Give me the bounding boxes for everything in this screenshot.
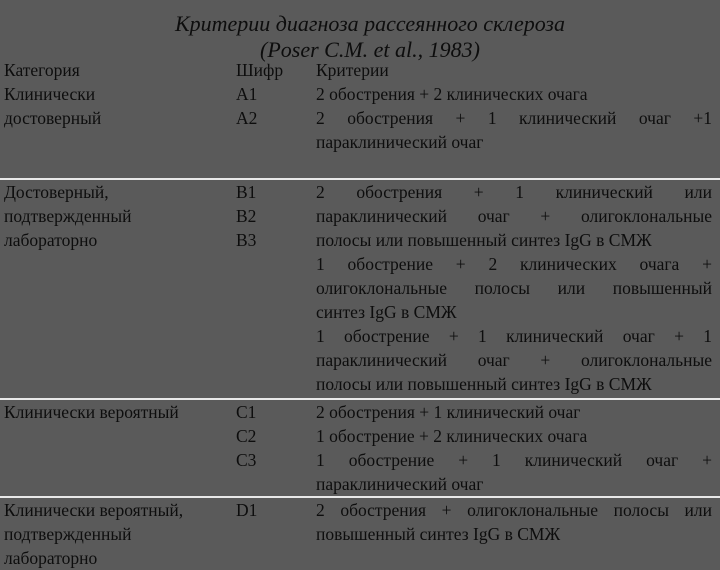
table-row [0, 497, 720, 570]
code-line: A1 [236, 84, 258, 104]
table-header-row [0, 58, 720, 82]
criteria-line: 2 обострения + олигоклональные полосы или [316, 500, 712, 520]
category-line: Достоверный, [4, 182, 109, 202]
category-cell [0, 82, 228, 179]
criteria-line: 1 обострение + 2 клинических очага [316, 426, 588, 446]
code-cell [228, 179, 312, 399]
code-line: B3 [236, 230, 257, 250]
criteria-line: олигоклональные полосы или повышенный [316, 278, 712, 298]
category-line: Клинически [4, 84, 96, 104]
header-category: Категория [4, 60, 80, 80]
code-line: B1 [236, 182, 257, 202]
slide-title: Критерии диагноза рассеянного склероза [174, 11, 566, 36]
code-cell [228, 82, 312, 179]
criteria-line: параклинический очаг [316, 132, 484, 152]
code-line: B2 [236, 206, 257, 226]
criteria-line: параклинический очаг + олигоклональные [316, 350, 712, 370]
criteria-table [0, 58, 720, 570]
table-row [0, 179, 720, 399]
criteria-line: 2 обострения + 1 клинический очаг [316, 402, 581, 422]
category-cell [0, 497, 228, 570]
code-cell [228, 497, 312, 570]
category-line: Клинически вероятный [4, 402, 179, 422]
table-row [0, 399, 720, 497]
criteria-line: 1 обострение + 2 клинических очага + [316, 254, 712, 274]
criteria-cell [312, 82, 720, 179]
criteria-line: синтез IgG в СМЖ [316, 302, 457, 322]
code-line: A2 [236, 108, 258, 128]
criteria-line: полосы или повышенный синтез IgG в СМЖ [316, 230, 652, 250]
code-line: C2 [236, 426, 257, 446]
table-row [0, 82, 720, 179]
header-code: Шифр [236, 60, 284, 80]
criteria-line: 2 обострения + 1 клинический очаг +1 [316, 108, 712, 128]
slide-subtitle: (Poser C.M. et al., 1983) [260, 37, 480, 62]
category-cell [0, 399, 228, 497]
criteria-line: параклинический очаг + олигоклональные [316, 206, 712, 226]
category-line: Клинически вероятный, [4, 500, 184, 520]
code-line: D1 [236, 500, 258, 520]
criteria-line: 1 обострение + 1 клинический очаг + [316, 450, 712, 470]
criteria-line: 2 обострения + 1 клинический или [316, 182, 712, 202]
category-line: достоверный [4, 108, 102, 128]
criteria-line: 1 обострение + 1 клинический очаг + 1 [316, 326, 712, 346]
criteria-line: 2 обострения + 2 клинических очага [316, 84, 588, 104]
category-line: подтвержденный [4, 206, 132, 226]
category-line: лабораторно [4, 548, 98, 568]
header-criteria: Критерии [316, 60, 389, 80]
code-cell [228, 399, 312, 497]
criteria-line: повышенный синтез IgG в СМЖ [316, 524, 561, 544]
criteria-line: параклинический очаг [316, 474, 484, 494]
criteria-cell [312, 497, 720, 570]
criteria-cell [312, 179, 720, 399]
category-line: подтвержденный [4, 524, 132, 544]
code-line: C3 [236, 450, 257, 470]
category-cell [0, 179, 228, 399]
criteria-cell [312, 399, 720, 497]
criteria-line: полосы или повышенный синтез IgG в СМЖ [316, 374, 652, 394]
code-line: C1 [236, 402, 257, 422]
category-line: лабораторно [4, 230, 98, 250]
